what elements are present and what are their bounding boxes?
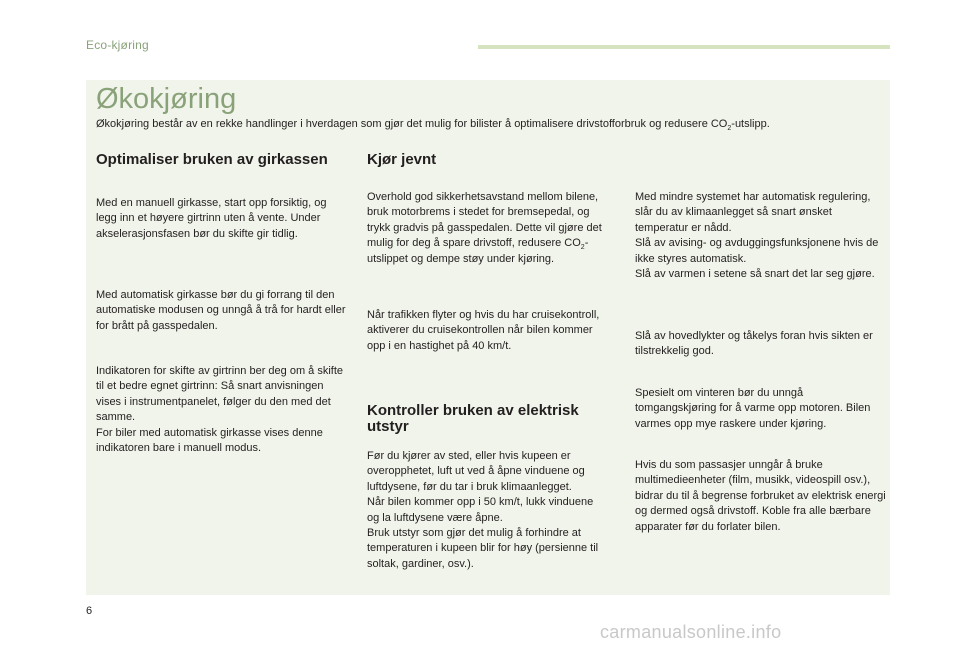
page-number: 6 — [86, 605, 93, 617]
header-divider-bar — [478, 45, 890, 49]
smooth-paragraph-1 — [367, 190, 607, 267]
intro-text — [96, 117, 886, 136]
col3-paragraph-2: Slå av hovedlykter og tåkelys foran hvis sikten er tilstrekkelig god. — [635, 330, 873, 358]
section-title-smooth: Kjør jevnt — [367, 151, 437, 168]
section-label: Eco-kjøring — [86, 38, 149, 52]
gearbox-paragraph-1: Med en manuell girkasse, start opp forsiktig, og legg inn et høyere girtrinn uten å vente. Under akselerasjonsfasen bør du skifte gir tidlig. — [96, 197, 327, 240]
intro-co2-subscript: 2 — [727, 125, 732, 133]
page-title: Økokjøring — [96, 83, 237, 115]
section-title-gearbox: Optimaliser bruken av girkassen — [96, 151, 328, 168]
smooth-paragraph-2: Når trafikken flyter og hvis du har cruisekontroll, aktiverer du cruisekontrollen når bilen kommer opp i en hastighet på 40 km/t. — [367, 309, 600, 352]
section-title-electric: Kontroller bruken av elektrisk utstyr — [367, 402, 579, 435]
intro-text-end: -utslipp. — [731, 118, 770, 130]
gearbox-paragraph-2: Med automatisk girkasse bør du gi forrang til den automatiske modusen og unngå å trå for hardt eller for brått på gasspedalen. — [96, 289, 346, 332]
col3-paragraph-4: Hvis du som passasjer unngår å bruke multimedieenheter (film, musikk, videospill osv.), bidrar du til å begrense forbruket av elektrisk energi og dermed også drivstoff. Koble fra alle bærbare apparater før du forlater bilen. — [635, 459, 886, 533]
intro-text-main: Økokjøring består av en rekke handlinger i hverdagen som gjør det mulig for bilister å optimalisere drivstofforbruk og redusere CO — [96, 118, 728, 130]
gearbox-paragraph-3: Indikatoren for skifte av girtrinn ber deg om å skifte til et bedre egnet girtrinn: Så snart anvisningen vises i instrumentpanelet, følger du den med det samme. For biler med automatisk girkasse vises denne indikatoren bare i manuell modus. — [96, 365, 344, 455]
watermark-text: carmanualsonline.info — [600, 622, 782, 642]
col3-paragraph-3: Spesielt om vinteren bør du unngå tomgangskjøring for å varme opp motoren. Bilen varmes opp mye raskere under kjøring. — [635, 387, 871, 430]
electric-paragraph-1: Før du kjører av sted, eller hvis kupeen er overopphetet, luft ut ved å åpne vinduene og luftdysene, før du tar i bruk klimaanlegget. Når bilen kommer opp i 50 km/t, lukk vinduene og la luftdysene være åpne. Bruk utstyr som gjør det mulig å forhindre at temperaturen i kupeen blir for høy (persienne til soltak, gardiner, osv.). — [367, 450, 599, 570]
smooth-co2-subscript: 2 — [580, 244, 585, 252]
col3-paragraph-1: Med mindre systemet har automatisk regulering, slår du av klimaanlegget så snart ønsket temperatur er nådd. Slå av avising- og avduggingsfunksjonene hvis de ikke styres automatisk. Slå av varmen i setene så snart det lar seg gjøre. — [635, 191, 879, 281]
smooth-p1-text: Overhold god sikkerhetsavstand mellom bilene, bruk motorbrems i stedet for bremsepedal, og trykk gradvis på gasspedalen. Dette vil gjøre det mulig for deg å spare drivstoff, redusere CO — [367, 191, 602, 250]
smooth-p1-end: -utslippet og dempe støy under kjøring. — [367, 237, 589, 265]
content-panel — [86, 80, 890, 595]
